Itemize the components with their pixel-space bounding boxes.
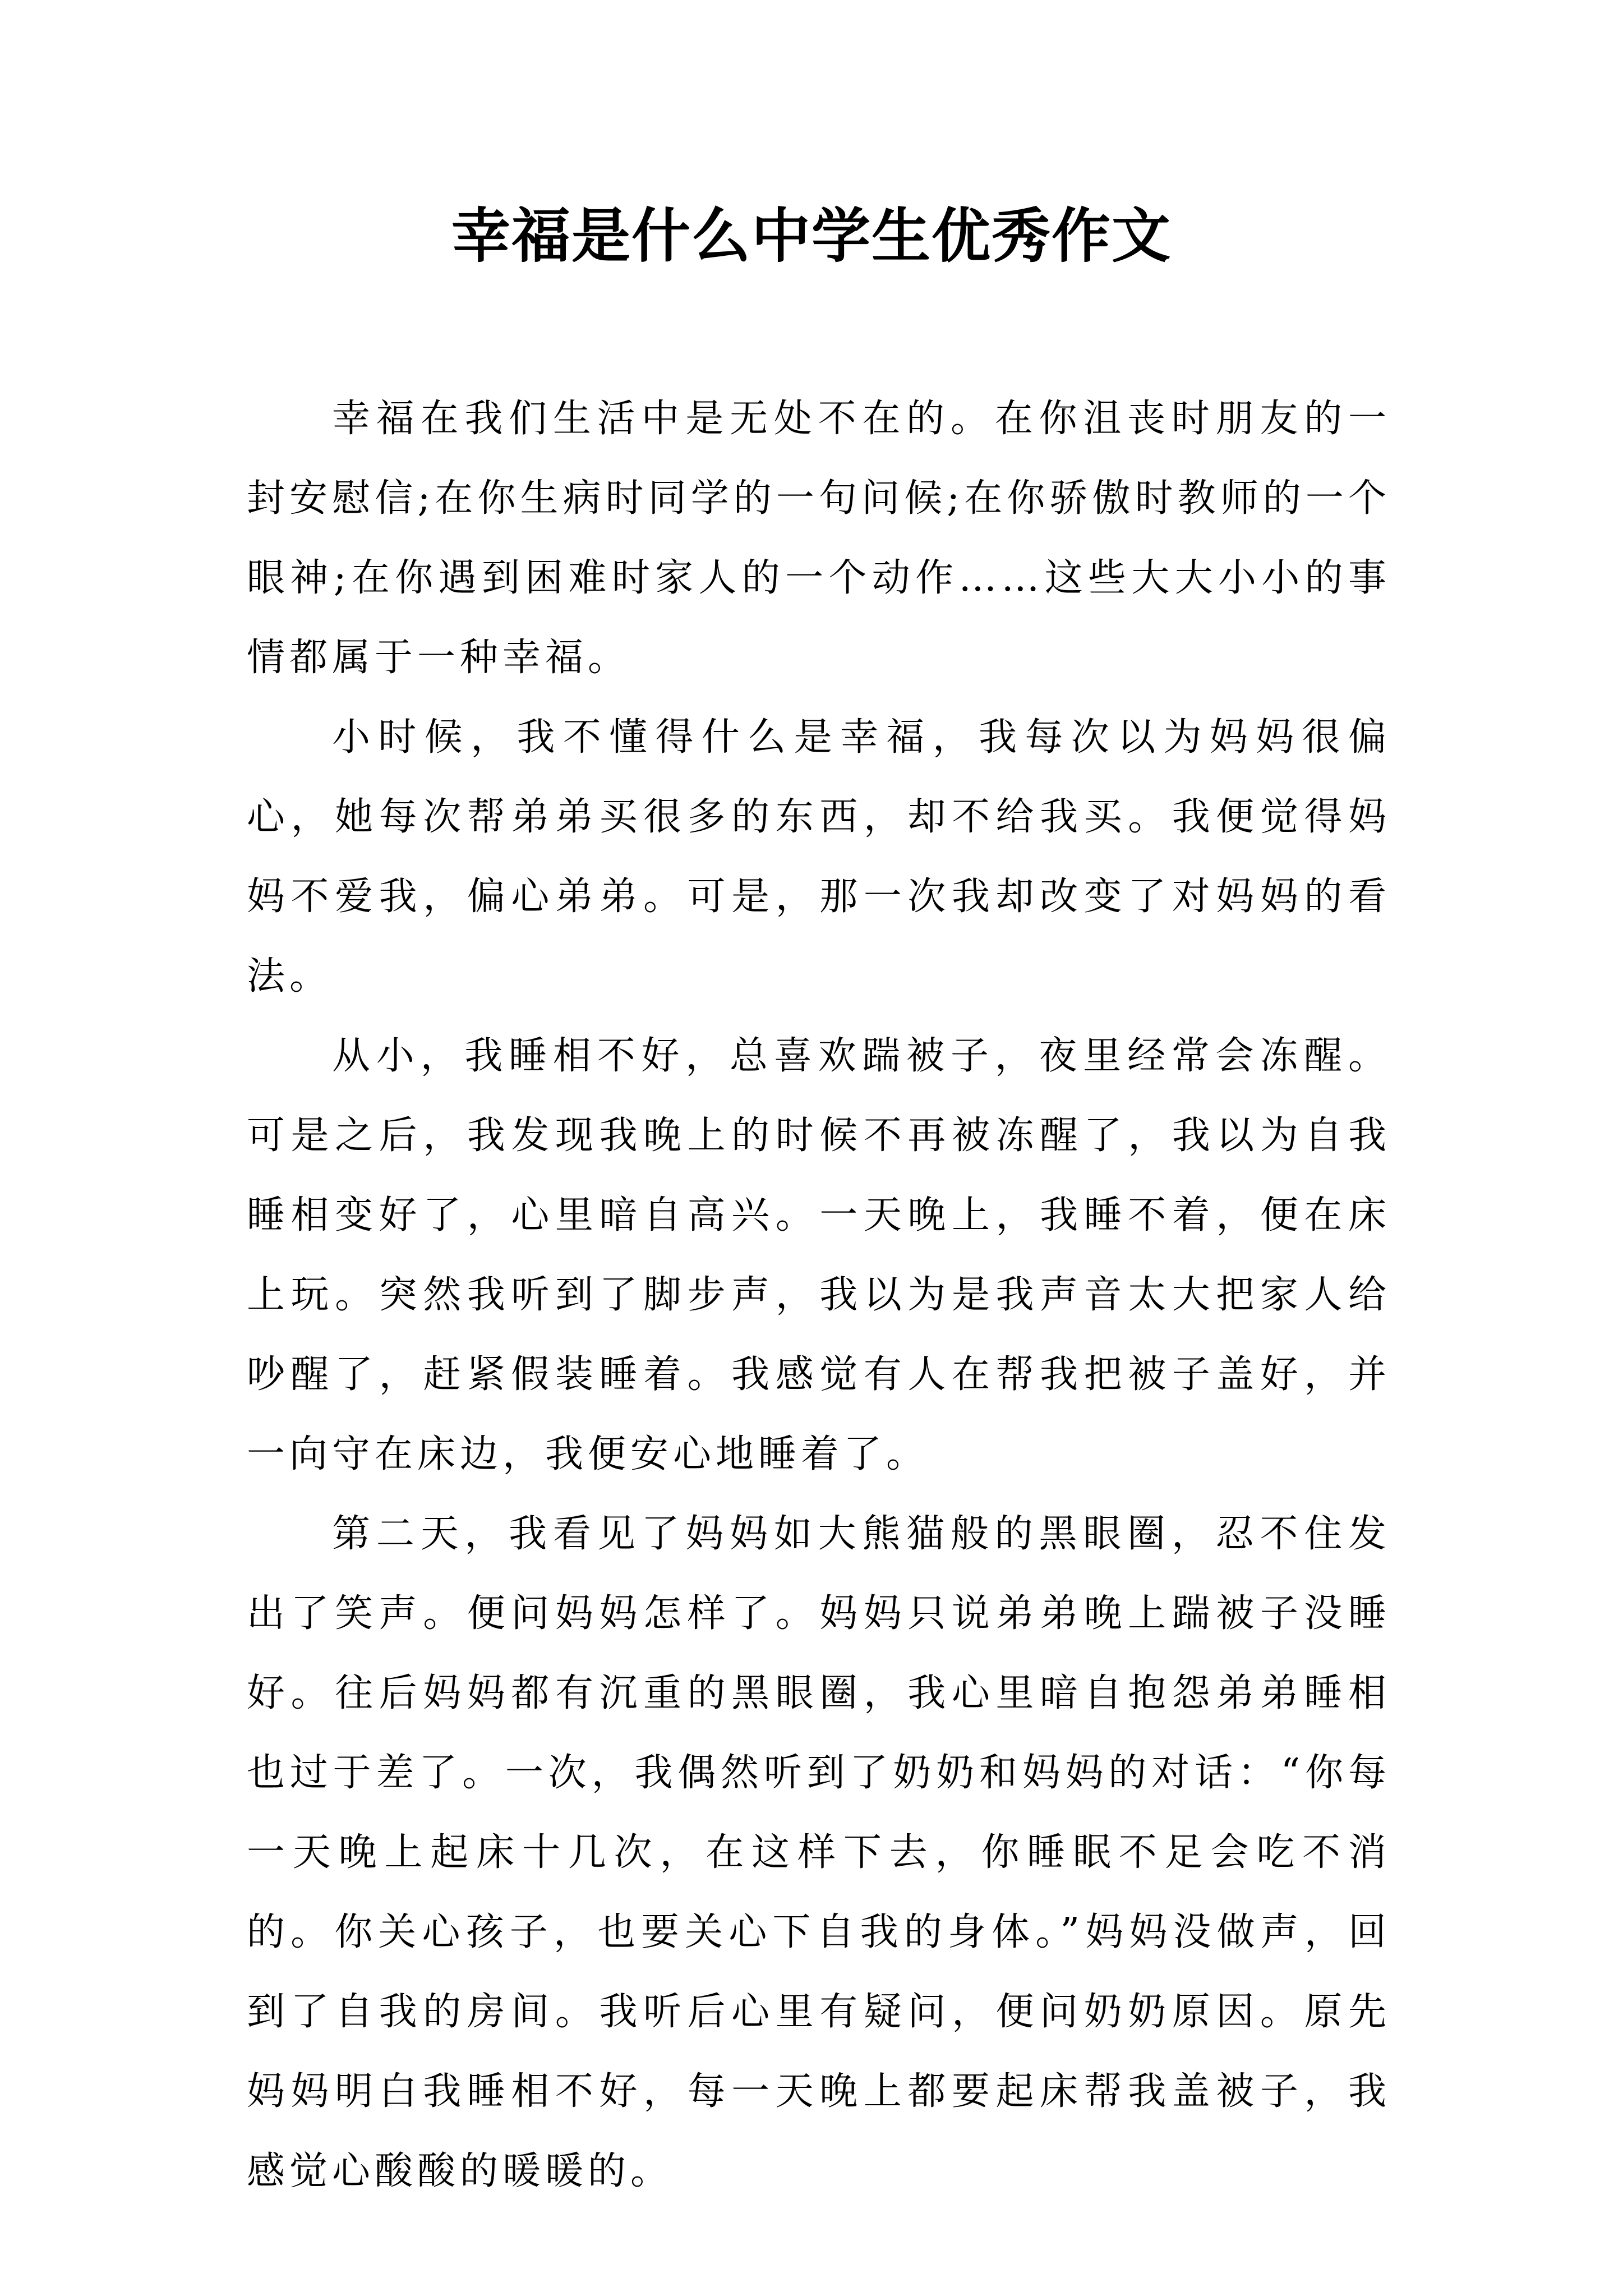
document-title: 幸福是什么中学生优秀作文 [451,201,1172,270]
paragraph-4: 第二天，我看见了妈妈如大熊猫般的黑眼圈，忍不住发出了笑声。便问妈妈怎样了。妈妈只说弟弟晚上踹被子没睡好。往后妈妈都有沉重的黑眼圈，我心里暗自抱怨弟弟睡相也过于差了。一次，我偶然听到了奶奶和妈妈的对话：“你每一天晚上起床十几次，在这样下去，你睡眠不足会吃不消的。你关心孩子，也要关心下自我的身体。”妈妈没做声，回到了自我的房间。我听后心里有疑问，便问奶奶原因。原先妈妈明白我睡相不好，每一天晚上都要起床帮我盖被子，我感觉心酸酸的暖暖的。 [247,1512,1391,2193]
paragraph-3: 从小，我睡相不好，总喜欢踹被子，夜里经常会冻醒。可是之后，我发现我晚上的时候不再被冻醒了，我以为自我睡相变好了，心里暗自高兴。一天晚上，我睡不着，便在床上玩。突然我听到了脚步声，我以为是我声音太大把家人给吵醒了，赶紧假装睡着。我感觉有人在帮我把被子盖好，并一向守在床边，我便安心地睡着了。 [247,1034,1391,1476]
document-body [247,379,1391,2211]
paragraph-1: 幸福在我们生活中是无处不在的。在你沮丧时朋友的一封安慰信;在你生病时同学的一句问候;在你骄傲时教师的一个眼神;在你遇到困难时家人的一个动作……这些大大小小的事情都属于一种幸福。 [247,397,1391,680]
paragraph-2: 小时候，我不懂得什么是幸福，我每次以为妈妈很偏心，她每次帮弟弟买很多的东西，却不给我买。我便觉得妈妈不爱我，偏心弟弟。可是，那一次我却改变了对妈妈的看法。 [247,715,1391,999]
